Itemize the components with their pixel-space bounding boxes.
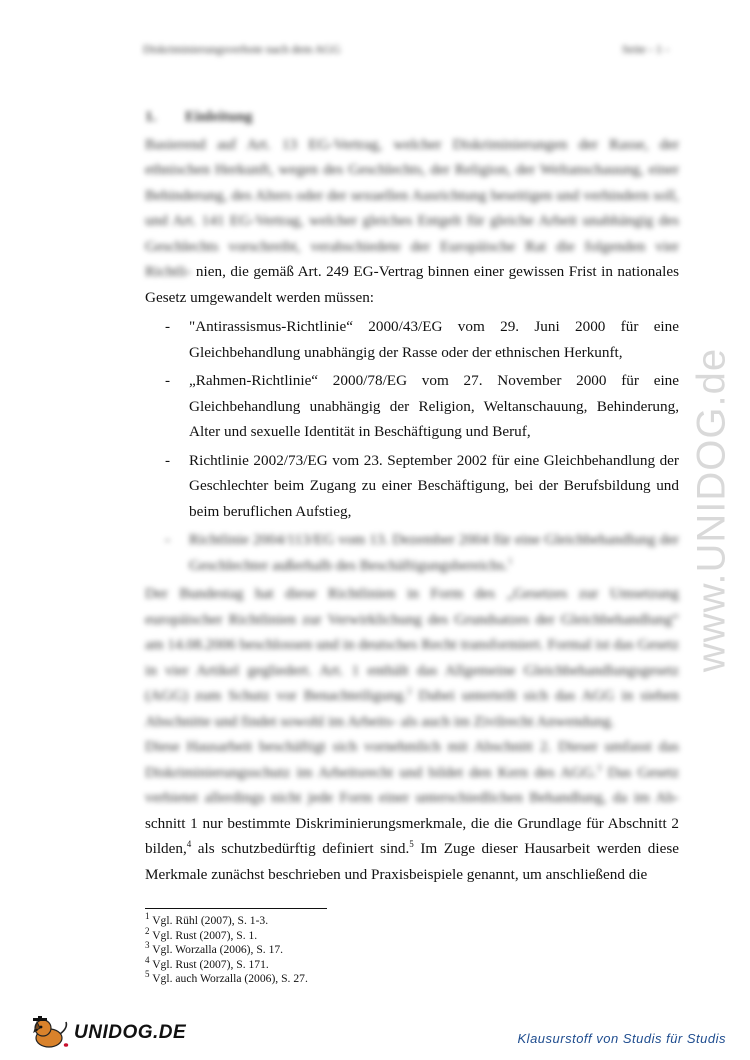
list-dash: - xyxy=(165,318,171,335)
paragraph-clear-text: als schutzbedürftig definiert sind. xyxy=(191,840,410,857)
list-item-text: Richtlinie 2004/113/EG vom 13. Dezember 2004 für eine Gleichbehandlung der Geschlechter außerhalb des Beschäftigungsbereichs. xyxy=(189,531,679,574)
footnote-ref: 5 xyxy=(409,838,414,849)
footnote-text: Vgl. Rust (2007), S. 1. xyxy=(149,928,258,942)
footnote-number: 5 xyxy=(145,969,150,980)
footnotes xyxy=(145,911,545,987)
header-page-number: Seite - 1 - xyxy=(622,42,669,56)
list-item-text: „Rahmen-Richtlinie“ 2000/78/EG vom 27. November 2000 für eine Gleichbehandlung unabhängig der Religion, Weltanschauung, Behinderung, Alter und sexuelle Identität in Beschäftigung und Beruf, xyxy=(189,372,679,440)
section-heading xyxy=(145,104,679,130)
list-item xyxy=(145,448,679,525)
footnote xyxy=(145,954,545,973)
paragraph-blurred-text xyxy=(145,738,679,806)
footnote-text: Vgl. Worzalla (2006), S. 17. xyxy=(149,943,284,956)
list-item xyxy=(145,314,679,365)
watermark-text: www.UNIDOG.de xyxy=(689,347,734,673)
intro-blurred-text: Basierend auf Art. 13 EG-Vertrag, welcher Diskriminierungen der Rasse, der ethnischen Herkunft, wegen des Geschlechts, der Religion, der Weltanschauung, einer Behinderung, des Alters oder der sexuellen Ausrichtung beseitigen und verhindern soll, und Art. 141 EG-Vertrag, welcher gleiches Entgelt für gleiche Arbeit unabhängig des Geschlechts vorschreibt, verabschiedete der Europäische Rat die folgenden vier Richtli- xyxy=(145,135,679,280)
paragraph-clear-text: schnitt 1 nur bestimmte Diskriminierungsmerkmale, die die Grundlage für Abschnitt 2 bilden, xyxy=(145,814,679,857)
paragraph-hausarbeit xyxy=(145,734,679,887)
footnote xyxy=(145,925,545,944)
footnote-number: 3 xyxy=(145,940,150,951)
list-item xyxy=(145,368,679,445)
running-header xyxy=(143,42,669,57)
paragraph-bundestag xyxy=(145,581,679,734)
header-title: Diskriminierungsverbote nach dem AGG xyxy=(143,42,341,56)
intro-clear-text: nien, die gemäß Art. 249 EG-Vertrag binnen einer gewissen Frist in nationales Gesetz umgewandelt werden müssen: xyxy=(145,263,680,306)
paragraph-text: Diese Hausarbeit beschäftigt sich vornehmlich mit Abschnitt 2. Dieser umfasst das Diskriminierungsschutz im Arbeitsrecht und bildet den Kern des AGG. xyxy=(145,738,679,781)
footnote-ref: 3 xyxy=(596,762,602,773)
unidog-logo[interactable] xyxy=(30,1016,186,1050)
list-item-text: "Antirassismus-Richtlinie“ 2000/43/EG vom 29. Juni 2000 für eine Gleichbehandlung unabhängig der Rasse oder der ethnischen Herkunft, xyxy=(189,318,679,361)
footnote-ref: 1 xyxy=(507,555,513,566)
list-item-blurred xyxy=(145,527,679,578)
paragraph-text: Dabei unterteilt sich das AGG in sieben Abschnitte und findet sowohl im Arbeits- als auch im Zivilrecht Anwendung. xyxy=(145,687,679,730)
footnote-number: 4 xyxy=(145,954,150,965)
directive-list xyxy=(145,314,679,578)
list-item-text: Richtlinie 2002/73/EG vom 23. September 2002 für eine Gleichbehandlung der Geschlechter beim Zugang zu einer Beschäftigung, bei der Berufsbildung und beim beruflichen Aufstieg, xyxy=(189,451,679,520)
footnote xyxy=(145,911,545,929)
logo-text: UNIDOG.DE xyxy=(74,1022,187,1043)
dog-mascot-icon xyxy=(30,1016,72,1050)
footnote-ref: 4 xyxy=(186,838,192,849)
section-number: 1. xyxy=(145,108,157,125)
footnote-number: 1 xyxy=(145,911,150,922)
intro-paragraph xyxy=(145,132,679,311)
body-text xyxy=(145,104,679,887)
footnote xyxy=(145,969,545,987)
footnote-text: Vgl. auch Worzalla (2006), S. 27. xyxy=(149,972,308,985)
footnote xyxy=(145,940,545,958)
paragraph-text: Das Gesetz verbietet allerdings nicht jede Form einer unterschiedlichen Behandlung, da im Ab- xyxy=(145,763,679,806)
watermark xyxy=(688,285,736,735)
list-dash: - xyxy=(165,372,171,389)
paragraph-clear-text: Im Zuge dieser Hausarbeit werden diese Merkmale zunächst beschrieben und Praxisbeispiele genannt, um anschließend die xyxy=(145,840,680,883)
footnote-divider xyxy=(145,908,327,909)
list-dash: - xyxy=(165,531,171,548)
footnote-ref: 2 xyxy=(407,685,412,696)
paragraph-text: Der Bundestag hat diese Richtlinien in Form des „Gesetzes zur Umsetzung europäischer Richtlinien zur Verwirklichung des Grundsatzes der Gleichbehandlung“ am 14.08.2006 beschlossen und in deutsches Recht transformiert. Formal ist das Gesetz in vier Artikel gegliedert. Art. 1 enthält das Allgemeine Gleichbehandlungsgesetz (AGG) zum Schutz vor Benachteiligung. xyxy=(145,585,679,704)
tagline: Klausurstoff von Studis für Studis xyxy=(517,1031,726,1046)
list-dash: - xyxy=(165,451,171,469)
section-title: Einleitung xyxy=(185,108,253,125)
footnote-text: Vgl. Rust (2007), S. 171. xyxy=(149,957,269,971)
footnote-text: Vgl. Rühl (2007), S. 1-3. xyxy=(149,914,269,927)
footnote-number: 2 xyxy=(145,925,150,936)
